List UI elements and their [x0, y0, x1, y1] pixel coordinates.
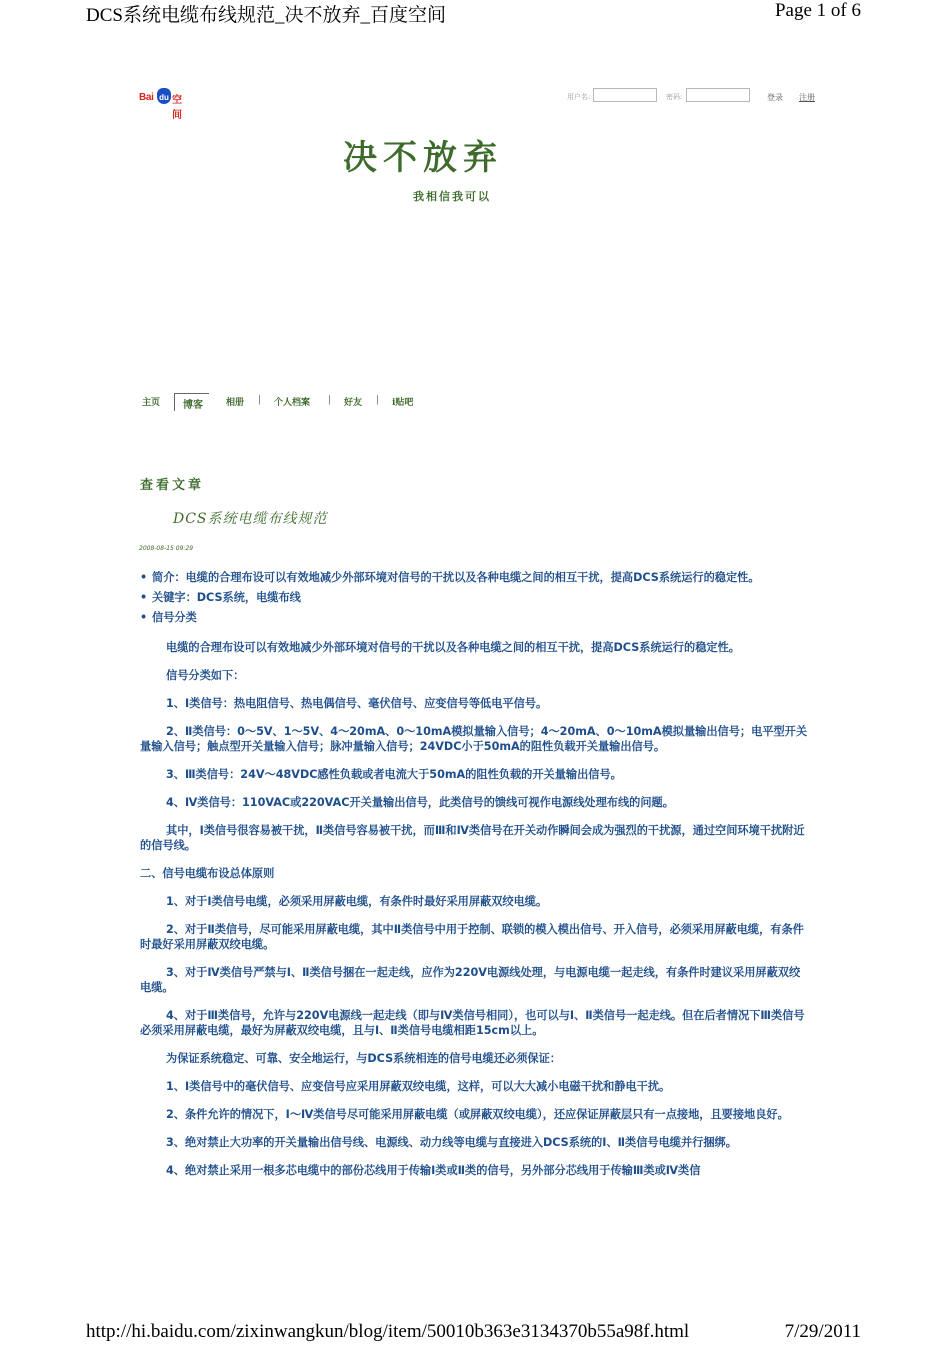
password-label: 密码:	[666, 93, 683, 101]
print-header-title: DCS系统电缆布线规范_决不放弃_百度空间	[86, 5, 446, 26]
paragraph: 2、对于Ⅱ类信号，尽可能采用屏蔽电缆，其中Ⅱ类信号中用于控制、联锁的模入模出信号、开入信号，必须采用屏蔽电缆，有条件时最好采用屏蔽双绞电缆。	[140, 923, 804, 951]
article-body	[140, 570, 808, 1178]
nav-home[interactable]: 主页	[142, 398, 161, 408]
print-page-number: Page 1 of 6	[774, 0, 861, 21]
paragraph: 3、绝对禁止大功率的开关量输出信号线、电源线、动力线等电缆与直接进入DCS系统的Ⅰ、Ⅱ类信号电缆并行捆绑。	[166, 1136, 737, 1149]
nav-tieba[interactable]: i贴吧	[392, 398, 414, 408]
paw-icon: du	[157, 88, 171, 104]
paragraph: 电缆的合理布设可以有效地减少外部环境对信号的干扰以及各种电缆之间的相互干扰，提高DCS系统运行的稳定性。	[166, 641, 740, 654]
print-footer-date: 7/29/2011	[784, 1321, 861, 1342]
username-label: 用户名:	[567, 93, 591, 101]
baidu-space-logo[interactable]	[139, 88, 191, 121]
article-date: 2008-08-15 09:29	[139, 545, 194, 552]
article-intro: • 简介：电缆的合理布设可以有效地减少外部环境对信号的干扰以及各种电缆之间的相互干扰，提高DCS系统运行的稳定性。	[140, 570, 808, 585]
login-button[interactable]: 登录	[767, 93, 783, 102]
paragraph: 其中，Ⅰ类信号很容易被干扰，Ⅱ类信号容易被干扰，而Ⅲ和Ⅳ类信号在开关动作瞬间会成为强烈的干扰源，通过空间环境干扰附近的信号线。	[140, 824, 805, 852]
article-title: DCS系统电缆布线规范	[173, 511, 328, 527]
logo-space-text: 空间	[172, 95, 182, 121]
article-category: • 信号分类	[140, 610, 808, 625]
blog-slogan: 我相信我可以	[413, 190, 491, 203]
paragraph: 4、对于Ⅲ类信号，允许与220V电源线一起走线（即与Ⅳ类信号相同），也可以与Ⅰ、Ⅱ类信号一起走线。但在后者情况下Ⅲ类信号必须采用屏蔽电缆，最好为屏蔽双绞电缆，且与Ⅰ、Ⅱ类信号电缆相距15cm以上。	[140, 1009, 805, 1037]
print-footer	[0, 1321, 950, 1345]
nav-profile[interactable]: 个人档案	[274, 398, 311, 408]
nav-blog-tab[interactable]: 博客	[174, 393, 209, 411]
print-header	[0, 0, 950, 24]
nav-separator: |	[376, 395, 380, 405]
password-input[interactable]	[686, 88, 750, 102]
username-input[interactable]	[593, 88, 657, 102]
blog-title: 决不放弃	[343, 138, 503, 178]
register-link[interactable]: 注册	[799, 93, 815, 102]
paragraph: 为保证系统稳定、可靠、安全地运行，与DCS系统相连的信号电缆还必须保证：	[166, 1052, 561, 1065]
section-title: 二、信号电缆布设总体原则	[140, 867, 275, 880]
paragraph: 3、对于Ⅳ类信号严禁与Ⅰ、Ⅱ类信号捆在一起走线，应作为220V电源线处理，与电源电缆一起走线，有条件时建议采用屏蔽双绞电缆。	[140, 966, 801, 994]
article-keywords: • 关键字：DCS系统，电缆布线	[140, 590, 808, 605]
paragraph: 1、对于Ⅰ类信号电缆，必须采用屏蔽电缆，有条件时最好采用屏蔽双绞电缆。	[166, 895, 548, 908]
paragraph: 4、绝对禁止采用一根多芯电缆中的部份芯线用于传输Ⅰ类或Ⅱ类的信号，另外部分芯线用于传输Ⅲ类或Ⅳ类信	[166, 1164, 701, 1177]
nav-separator: |	[328, 395, 332, 405]
paragraph: 3、Ⅲ类信号：24V～48VDC感性负载或者电流大于50mA的阻性负载的开关量输出信号。	[166, 768, 622, 781]
paragraph: 1、Ⅰ类信号：热电阻信号、热电偶信号、毫伏信号、应变信号等低电平信号。	[166, 697, 548, 710]
nav-album[interactable]: 相册	[226, 398, 245, 408]
paragraph: 2、Ⅱ类信号：0～5V、1～5V、4～20mA、0～10mA模拟量输入信号；4～20mA、0～10mA模拟量输出信号；电平型开关量输入信号；触点型开关量输入信号；脉冲量输入信号；24VDC小于50mA的阻性负载开关量输出信号。	[140, 725, 808, 753]
nav-separator: |	[258, 395, 262, 405]
print-footer-url: http://hi.baidu.com/zixinwangkun/blog/item/50010b363e3134370b55a98f.html	[86, 1321, 690, 1342]
paragraph: 4、Ⅳ类信号：110VAC或220VAC开关量输出信号，此类信号的馈线可视作电源线处理布线的问题。	[166, 796, 674, 809]
paragraph: 1、Ⅰ类信号中的毫伏信号、应变信号应采用屏蔽双绞电缆，这样，可以大大减小电磁干扰和静电干扰。	[166, 1080, 671, 1093]
paragraph: 信号分类如下：	[166, 669, 245, 682]
logo-bai-text: Bai	[139, 92, 154, 103]
paragraph: 2、条件允许的情况下，Ⅰ～Ⅳ类信号尽可能采用屏蔽电缆（或屏蔽双绞电缆），还应保证屏蔽层只有一点接地，且要接地良好。	[166, 1108, 789, 1121]
nav-friends[interactable]: 好友	[344, 398, 363, 408]
section-heading: 查看文章	[140, 478, 205, 493]
